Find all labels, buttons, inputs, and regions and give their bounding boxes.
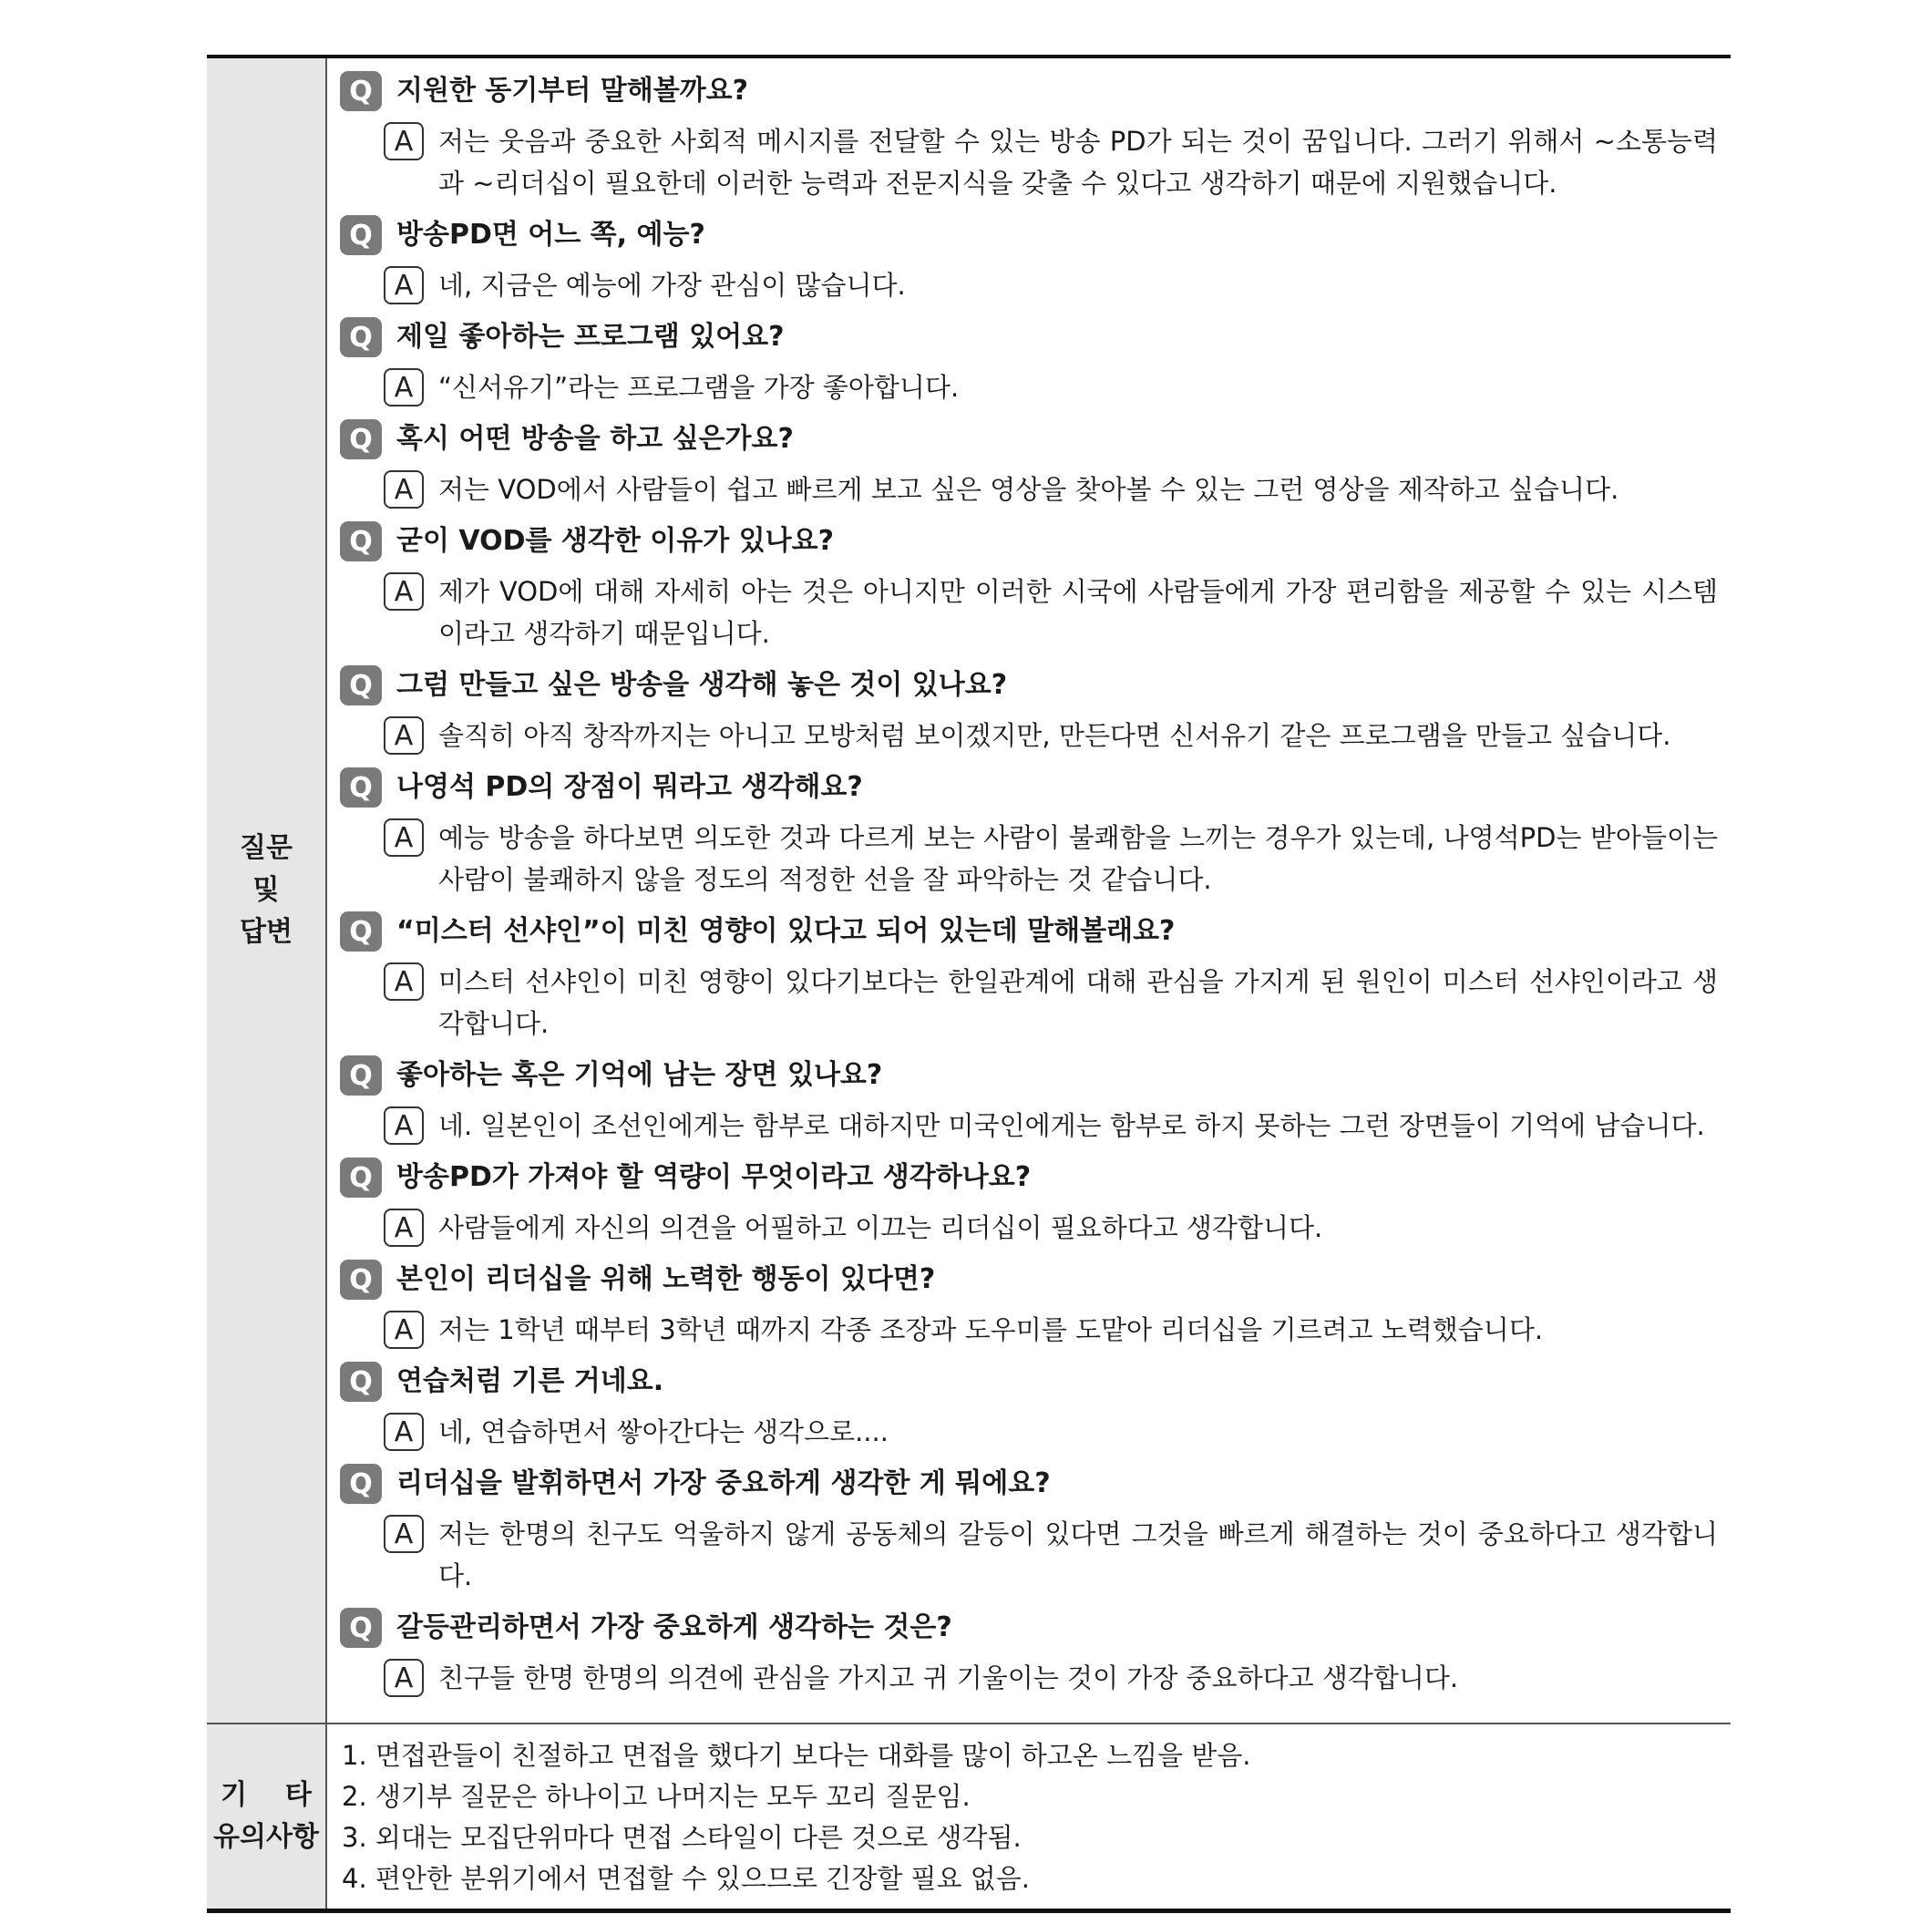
qa-item xyxy=(340,1608,1718,1699)
qa-item xyxy=(340,419,1718,510)
question-badge-icon: Q xyxy=(340,665,382,705)
question-badge-icon: Q xyxy=(340,1055,382,1096)
answer-line xyxy=(384,1411,1718,1453)
answer-line xyxy=(384,571,1718,654)
qa-item xyxy=(340,911,1718,1044)
qa-item xyxy=(340,665,1718,756)
question-text: 갈등관리하면서 가장 중요하게 생각하는 것은? xyxy=(396,1611,952,1643)
question-badge-icon: Q xyxy=(340,767,382,808)
question-line xyxy=(340,1260,1718,1300)
question-line xyxy=(340,911,1718,952)
question-badge-icon: Q xyxy=(340,71,382,111)
qa-row xyxy=(207,58,1731,1723)
question-text: 방송PD가 가져야 할 역량이 무엇이라고 생각하나요? xyxy=(396,1161,1032,1193)
question-text: 지원한 동기부터 말해볼까요? xyxy=(396,75,749,107)
question-badge-icon: Q xyxy=(340,1260,382,1300)
question-badge-icon: Q xyxy=(340,419,382,459)
note-item: 4. 편안한 분위기에서 면접할 수 있으므로 긴장할 필요 없음. xyxy=(342,1863,1030,1894)
answer-line xyxy=(384,1657,1718,1699)
answer-badge-icon: A xyxy=(384,1659,424,1697)
notes-content-cell xyxy=(327,1724,1731,1909)
bottom-rule xyxy=(207,1910,1731,1913)
question-line xyxy=(340,767,1718,808)
note-item: 3. 외대는 모집단위마다 면접 스타일이 다른 것으로 생각됨. xyxy=(342,1822,1022,1853)
question-badge-icon: Q xyxy=(340,215,382,255)
qa-label-line-1: 질문 xyxy=(240,832,293,864)
qa-item xyxy=(340,317,1718,408)
answer-line xyxy=(384,1105,1718,1147)
answer-line xyxy=(384,468,1718,510)
question-line xyxy=(340,1608,1718,1648)
qa-label-line-2: 및 xyxy=(252,874,280,906)
answer-line xyxy=(384,715,1718,756)
answer-badge-icon: A xyxy=(384,1413,424,1451)
answer-text: 네. 일본인이 조선인에게는 함부로 대하지만 미국인에게는 함부로 하지 못하는 그런 장면들이 기억에 남습니다. xyxy=(438,1110,1705,1141)
qa-item xyxy=(340,1158,1718,1249)
question-line xyxy=(340,1362,1718,1402)
answer-line xyxy=(384,1207,1718,1249)
question-line xyxy=(340,1158,1718,1198)
question-badge-icon: Q xyxy=(340,317,382,357)
notes-label-cell xyxy=(207,1724,327,1909)
notes-label xyxy=(213,1775,319,1858)
answer-text: “신서유기”라는 프로그램을 가장 좋아합니다. xyxy=(438,372,960,403)
question-text: 방송PD면 어느 쪽, 예능? xyxy=(396,219,705,251)
answer-badge-icon: A xyxy=(384,716,424,755)
qa-list xyxy=(340,71,1718,1699)
answer-badge-icon: A xyxy=(384,1209,424,1247)
qa-item xyxy=(340,1464,1718,1597)
answer-badge-icon: A xyxy=(384,1311,424,1349)
question-badge-icon: Q xyxy=(340,1158,382,1198)
question-line xyxy=(340,665,1718,705)
answer-text: 저는 한명의 친구도 억울하지 않게 공동체의 갈등이 있다면 그것을 빠르게 해결하는 것이 중요하다고 생각합니다. xyxy=(438,1518,1718,1591)
notes-row xyxy=(207,1723,1731,1909)
question-line xyxy=(340,71,1718,111)
answer-text: 네, 연습하면서 쌓아간다는 생각으로.... xyxy=(438,1416,889,1447)
answer-text: 미스터 선샤인이 미친 영향이 있다기보다는 한일관계에 대해 관심을 가지게 된 원인이 미스터 선샤인이라고 생각합니다. xyxy=(438,966,1718,1039)
answer-text: 저는 1학년 때부터 3학년 때까지 각종 조장과 도우미를 도맡아 리더십을 기르려고 노력했습니다. xyxy=(438,1314,1544,1345)
question-line xyxy=(340,419,1718,459)
note-item: 1. 면접관들이 친절하고 면접을 했다기 보다는 대화를 많이 하고온 느낌을 받음. xyxy=(342,1740,1251,1771)
qa-content-cell xyxy=(327,58,1731,1723)
qa-item xyxy=(340,1055,1718,1147)
qa-label-cell xyxy=(207,58,327,1723)
question-text: 나영석 PD의 장점이 뭐라고 생각해요? xyxy=(396,771,863,803)
question-badge-icon: Q xyxy=(340,521,382,561)
note-item: 2. 생기부 질문은 하나이고 나머지는 모두 꼬리 질문임. xyxy=(342,1781,971,1812)
qa-label xyxy=(240,828,293,953)
answer-line xyxy=(384,1513,1718,1597)
question-text: 연습처럼 기른 거네요. xyxy=(396,1365,664,1397)
question-text: 리더십을 발휘하면서 가장 중요하게 생각한 게 뭐에요? xyxy=(396,1467,1051,1499)
question-text: 굳이 VOD를 생각한 이유가 있나요? xyxy=(396,525,835,557)
answer-text: 저는 VOD에서 사람들이 쉽고 빠르게 보고 싶은 영상을 찾아볼 수 있는 그런 영상을 제작하고 싶습니다. xyxy=(438,474,1619,505)
qa-item xyxy=(340,521,1718,654)
question-badge-icon: Q xyxy=(340,911,382,952)
answer-line xyxy=(384,1309,1718,1351)
qa-item xyxy=(340,767,1718,900)
question-text: 본인이 리더십을 위해 노력한 행동이 있다면? xyxy=(396,1263,936,1295)
answer-text: 제가 VOD에 대해 자세히 아는 것은 아니지만 이러한 시국에 사람들에게 가장 편리함을 제공할 수 있는 시스템이라고 생각하기 때문입니다. xyxy=(438,576,1718,649)
question-text: “미스터 선샤인”이 미친 영향이 있다고 되어 있는데 말해볼래요? xyxy=(396,915,1176,947)
question-badge-icon: Q xyxy=(340,1362,382,1402)
question-badge-icon: Q xyxy=(340,1608,382,1648)
answer-text: 저는 웃음과 중요한 사회적 메시지를 전달할 수 있는 방송 PD가 되는 것이 꿈입니다. 그러기 위해서 ~소통능력과 ~리더십이 필요한데 이러한 능력과 전문지식을 갖출 수 있다고 생각하기 때문에 지원했습니다. xyxy=(438,126,1718,199)
qa-item xyxy=(340,1260,1718,1351)
answer-badge-icon: A xyxy=(384,572,424,611)
notes-label-line-2: 유의사항 xyxy=(213,1821,319,1853)
answer-badge-icon: A xyxy=(384,1515,424,1553)
answer-text: 친구들 한명 한명의 의견에 관심을 가지고 귀 기울이는 것이 가장 중요하다고 생각합니다. xyxy=(438,1662,1459,1693)
answer-line xyxy=(384,366,1718,408)
question-text: 좋아하는 혹은 기억에 남는 장면 있나요? xyxy=(396,1059,883,1091)
answer-badge-icon: A xyxy=(384,962,424,1001)
qa-item xyxy=(340,215,1718,306)
answer-text: 예능 방송을 하다보면 의도한 것과 다르게 보는 사람이 불쾌함을 느끼는 경우가 있는데, 나영석PD는 받아들이는 사람이 불쾌하지 않을 정도의 적정한 선을 잘 파악하는 것 같습니다. xyxy=(438,822,1718,895)
question-line xyxy=(340,1055,1718,1096)
answer-text: 네, 지금은 예능에 가장 관심이 많습니다. xyxy=(438,270,906,301)
question-text: 혹시 어떤 방송을 하고 싶은가요? xyxy=(396,423,794,455)
answer-badge-icon: A xyxy=(384,266,424,304)
qa-item xyxy=(340,1362,1718,1453)
qa-label-line-3: 답변 xyxy=(240,916,293,948)
answer-badge-icon: A xyxy=(384,470,424,509)
question-badge-icon: Q xyxy=(340,1464,382,1504)
answer-badge-icon: A xyxy=(384,368,424,406)
answer-text: 사람들에게 자신의 의견을 어필하고 이끄는 리더십이 필요하다고 생각합니다. xyxy=(438,1212,1323,1243)
notes-label-line-1: 기 타 xyxy=(221,1779,312,1811)
answer-line xyxy=(384,120,1718,204)
answer-line xyxy=(384,264,1718,306)
question-text: 제일 좋아하는 프로그램 있어요? xyxy=(396,321,785,353)
answer-badge-icon: A xyxy=(384,1106,424,1145)
question-line xyxy=(340,1464,1718,1504)
answer-line xyxy=(384,961,1718,1044)
answer-line xyxy=(384,817,1718,900)
question-line xyxy=(340,521,1718,561)
qa-item xyxy=(340,71,1718,204)
interview-table xyxy=(207,55,1731,1912)
answer-text: 솔직히 아직 창작까지는 아니고 모방처럼 보이겠지만, 만든다면 신서유기 같은 프로그램을 만들고 싶습니다. xyxy=(438,720,1671,751)
question-line xyxy=(340,215,1718,255)
question-text: 그럼 만들고 싶은 방송을 생각해 놓은 것이 있나요? xyxy=(396,669,1008,701)
question-line xyxy=(340,317,1718,357)
answer-badge-icon: A xyxy=(384,122,424,160)
answer-badge-icon: A xyxy=(384,818,424,857)
